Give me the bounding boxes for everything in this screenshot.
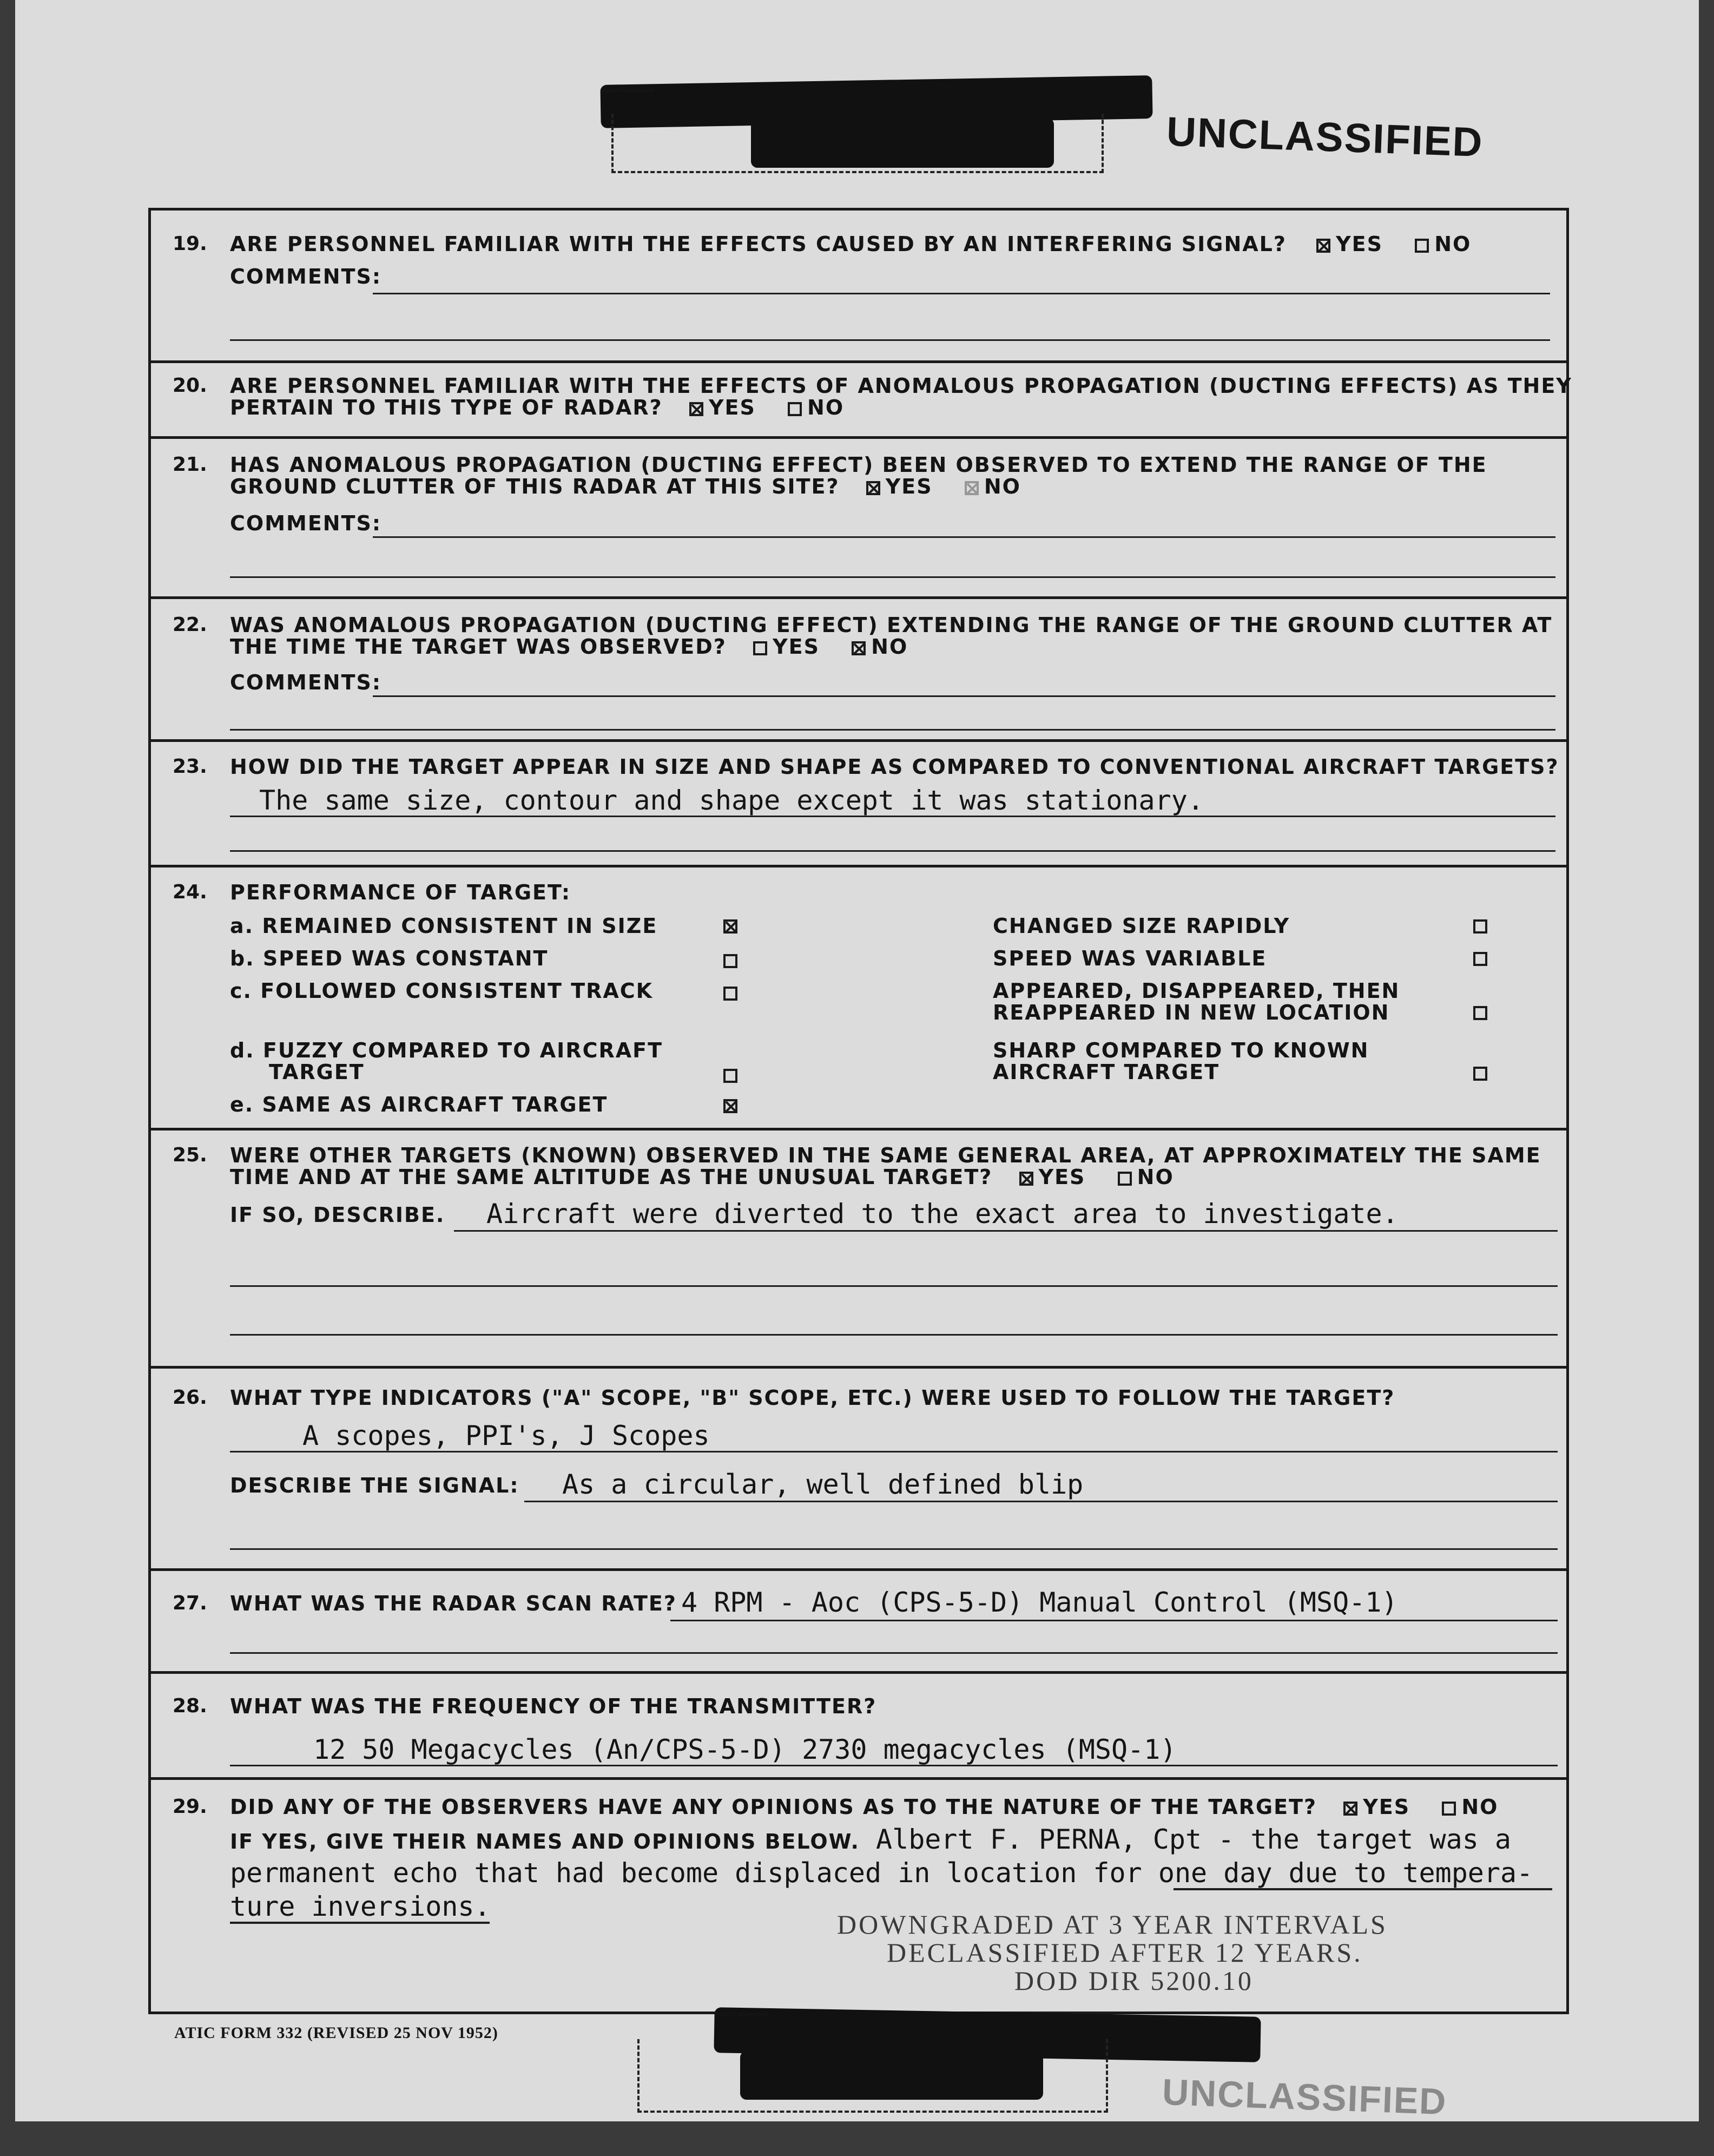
option-b-checkbox[interactable] (723, 954, 737, 968)
option-d-line2: TARGET (269, 1060, 365, 1084)
downgrade-stamp-line1: DOWNGRADED AT 3 YEAR INTERVALS (837, 1909, 1388, 1940)
option-a-checkbox[interactable] (723, 919, 737, 934)
answer-line (230, 1652, 1558, 1654)
redacted-block-bottom (740, 2051, 1043, 2100)
comments-label: COMMENTS: (230, 265, 382, 288)
question-number: 26. (173, 1386, 207, 1409)
yes-checkbox[interactable] (1316, 239, 1330, 253)
yes-checkbox[interactable] (866, 481, 880, 495)
comment-line (373, 293, 1550, 294)
option-appeared-checkbox[interactable] (1473, 1006, 1487, 1020)
redacted-block-top (751, 118, 1054, 168)
describe-label: IF SO, DESCRIBE. (230, 1203, 445, 1227)
question-number: 29. (173, 1796, 207, 1818)
question-number: 24. (173, 881, 207, 903)
question-text-line2: PERTAIN TO THIS TYPE OF RADAR? YES NO (230, 396, 845, 419)
yes-checkbox[interactable] (1343, 1802, 1357, 1816)
question-21 (151, 439, 1566, 599)
answer-line (230, 850, 1555, 852)
option-appeared-line2: REAPPEARED IN NEW LOCATION (993, 1001, 1390, 1024)
question-text: WHAT TYPE INDICATORS ("A" SCOPE, "B" SCOPE, ETC.) WERE USED TO FOLLOW THE TARGET? (230, 1386, 1395, 1410)
option-e-checkbox[interactable] (723, 1099, 737, 1113)
form-id: ATIC FORM 332 (REVISED 25 NOV 1952) (174, 2024, 498, 2042)
question-25 (151, 1130, 1566, 1369)
option-sharp-checkbox[interactable] (1473, 1067, 1487, 1081)
question-19 (151, 211, 1566, 363)
signal-answer: As a circular, well defined blip (562, 1469, 1084, 1500)
comment-line (230, 339, 1550, 341)
question-24 (151, 867, 1566, 1130)
question-number: 28. (173, 1695, 207, 1717)
answer-line (230, 1334, 1558, 1336)
question-27 (151, 1571, 1566, 1674)
comments-label: COMMENTS: (230, 671, 382, 694)
option-appeared: APPEARED, DISAPPEARED, THEN (993, 979, 1400, 1003)
answer-line (454, 1230, 1558, 1232)
answer-text: 12 50 Megacycles (An/CPS-5-D) 2730 megacycles (MSQ-1) (313, 1734, 1177, 1765)
answer-line (230, 816, 1555, 817)
underline (230, 1922, 490, 1924)
answer-line (230, 1548, 1558, 1550)
question-26 (151, 1369, 1566, 1571)
no-checkbox[interactable] (852, 641, 866, 655)
option-c-checkbox[interactable] (723, 987, 737, 1001)
document-page (15, 0, 1699, 2121)
question-text-line1: ARE PERSONNEL FAMILIAR WITH THE EFFECTS OF ANOMALOUS PROPAGATION (DUCTING EFFECTS) AS THEY (230, 374, 1572, 398)
question-text-line1: HAS ANOMALOUS PROPAGATION (DUCTING EFFECT) BEEN OBSERVED TO EXTEND THE RANGE OF THE (230, 453, 1487, 477)
question-text: HOW DID THE TARGET APPEAR IN SIZE AND SHAPE AS COMPARED TO CONVENTIONAL AIRCRAFT TARGETS? (230, 755, 1559, 779)
question-number: 27. (173, 1592, 207, 1614)
downgrade-stamp-line2: DECLASSIFIED AFTER 12 YEARS. (887, 1937, 1363, 1968)
question-number: 22. (173, 614, 207, 636)
no-checkbox[interactable] (1118, 1172, 1132, 1186)
question-number: 25. (173, 1144, 207, 1166)
names-label: IF YES, GIVE THEIR NAMES AND OPINIONS BELOW. (230, 1830, 860, 1853)
option-a: a. REMAINED CONSISTENT IN SIZE (230, 914, 658, 938)
answer-line1: Albert F. PERNA, Cpt - the target was a (876, 1824, 1511, 1855)
comment-line (230, 576, 1555, 578)
question-text: WHAT WAS THE RADAR SCAN RATE? (230, 1592, 677, 1615)
question-text: ARE PERSONNEL FAMILIAR WITH THE EFFECTS CAUSED BY AN INTERFERING SIGNAL? YES NO (230, 232, 1472, 256)
question-text: WHAT WAS THE FREQUENCY OF THE TRANSMITTER? (230, 1694, 877, 1718)
option-changed-size: CHANGED SIZE RAPIDLY (993, 914, 1290, 938)
no-checkbox[interactable] (1415, 239, 1429, 253)
top-classification: UNCLASSIFIED (1165, 108, 1484, 166)
option-d-checkbox[interactable] (723, 1069, 737, 1083)
bottom-classification: UNCLASSIFIED (1161, 2071, 1448, 2123)
signal-label: DESCRIBE THE SIGNAL: (230, 1474, 519, 1497)
answer-line2: permanent echo that had become displaced in location for one day due to tempera- (230, 1857, 1533, 1889)
question-number: 19. (173, 233, 207, 255)
yes-checkbox[interactable] (753, 641, 767, 655)
yes-checkbox[interactable] (689, 402, 703, 416)
answer-line (524, 1501, 1558, 1502)
question-23 (151, 742, 1566, 867)
report-form (148, 208, 1572, 2014)
redacted-security-banner-bottom: SECURITY INFORMATION (714, 2007, 1261, 2062)
redacted-security-banner-top: SECURITY INFORMATION (600, 75, 1152, 128)
comment-line (230, 729, 1555, 731)
question-text: DID ANY OF THE OBSERVERS HAVE ANY OPINIONS AS TO THE NATURE OF THE TARGET? YES NO (230, 1795, 1499, 1819)
question-20 (151, 363, 1572, 439)
option-e: e. SAME AS AIRCRAFT TARGET (230, 1093, 608, 1116)
underline (1174, 1888, 1552, 1890)
option-c: c. FOLLOWED CONSISTENT TRACK (230, 979, 654, 1003)
comment-line (373, 536, 1555, 538)
option-b: b. SPEED WAS CONSTANT (230, 946, 549, 970)
answer-line (670, 1620, 1558, 1621)
answer-text: A scopes, PPI's, J Scopes (302, 1420, 710, 1451)
question-number: 20. (173, 374, 207, 397)
answer-text: The same size, contour and shape except it was stationary. (259, 785, 1204, 816)
no-checkbox[interactable] (1442, 1802, 1456, 1816)
question-number: 23. (173, 755, 207, 778)
question-29 (151, 1780, 1566, 2017)
question-number: 21. (173, 453, 207, 476)
option-speed-variable-checkbox[interactable] (1473, 952, 1487, 966)
comments-label: COMMENTS: (230, 511, 382, 535)
question-28 (151, 1674, 1566, 1780)
question-22 (151, 599, 1566, 742)
option-speed-variable: SPEED WAS VARIABLE (993, 946, 1267, 970)
yes-checkbox[interactable] (1019, 1172, 1033, 1186)
answer-line (230, 1765, 1558, 1766)
question-text-line2: THE TIME THE TARGET WAS OBSERVED? YES NO (230, 635, 908, 659)
option-sharp: SHARP COMPARED TO KNOWN (993, 1038, 1369, 1062)
question-text-line2: GROUND CLUTTER OF THIS RADAR AT THIS SITE? YES NO (230, 475, 1021, 498)
no-checkbox[interactable] (965, 481, 979, 495)
answer-text: 4 RPM - Aoc (CPS-5-D) Manual Control (MSQ-1) (681, 1587, 1398, 1618)
question-text-line1: WAS ANOMALOUS PROPAGATION (DUCTING EFFECT) EXTENDING THE RANGE OF THE GROUND CLUTTER AT (230, 613, 1553, 637)
question-text-line2: TIME AND AT THE SAME ALTITUDE AS THE UNUSUAL TARGET? YES NO (230, 1165, 1174, 1189)
option-sharp-line2: AIRCRAFT TARGET (993, 1060, 1220, 1084)
section-title: PERFORMANCE OF TARGET: (230, 880, 571, 904)
option-changed-size-checkbox[interactable] (1473, 919, 1487, 934)
no-checkbox[interactable] (788, 402, 802, 416)
answer-text: Aircraft were diverted to the exact area to investigate. (486, 1198, 1399, 1230)
question-text-line1: WERE OTHER TARGETS (KNOWN) OBSERVED IN THE SAME GENERAL AREA, AT APPROXIMATELY THE SAME (230, 1143, 1541, 1167)
option-d: d. FUZZY COMPARED TO AIRCRAFT (230, 1038, 663, 1062)
answer-line (230, 1285, 1558, 1287)
answer-line3: ture inversions. (230, 1891, 491, 1922)
answer-line (230, 1451, 1558, 1452)
downgrade-stamp-line3: DOD DIR 5200.10 (1014, 1966, 1254, 1996)
comment-line (373, 695, 1555, 697)
